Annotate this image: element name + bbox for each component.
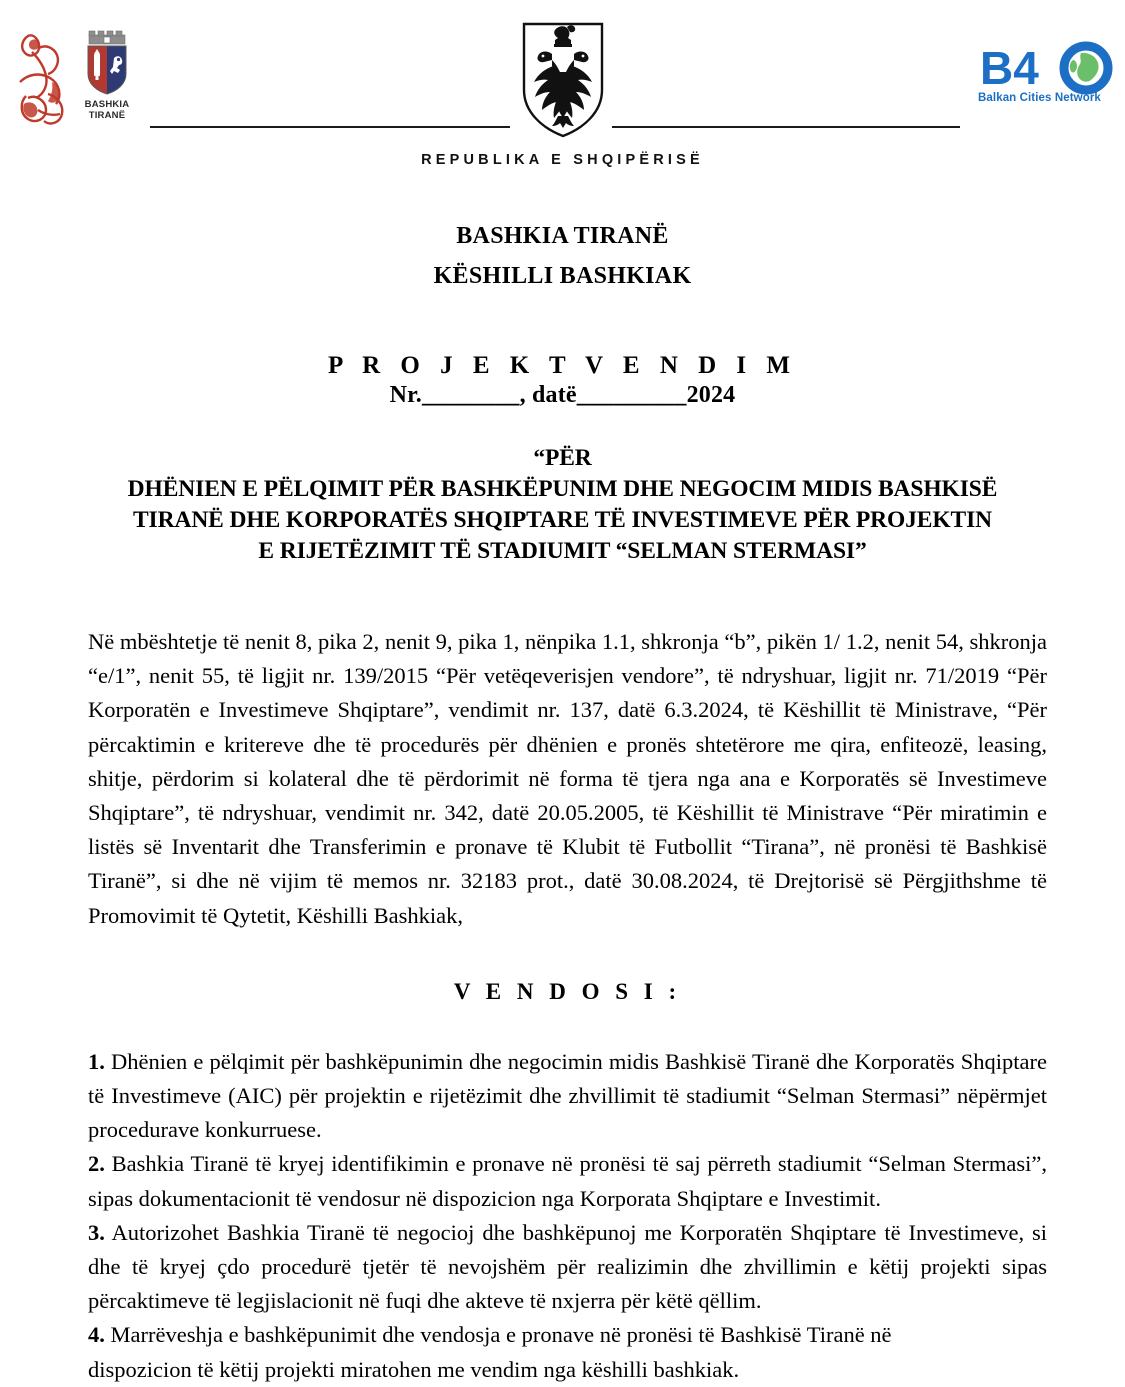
preamble-paragraph: Në mbështetje të nenit 8, pika 2, nenit 9, pika 1, nënpika 1.1, shkronja “b”, pikën 1/ 1.2, nenit 54, shkronja “e/1”, nenit 55, të ligjit nr. 139/2015 “Për vetëqeverisjen vendore”, të ndryshuar, ligjit nr. 71/2019 “Për Korporatën e Investimeve Shqiptare”, vendimit nr. 137, datë 6.3.2024, të Këshillit të Ministrave, “Për përcaktimin e kritereve dhe të procedurës për dhënien e pronës shtetërore me qira, enfiteozë, leasing, shitje, përdorim si kolateral dhe të përdorimit në forma të tjera nga ana e Korporatës së Investimeve Shqiptare”, të ndryshuar, vendimit nr. 342, datë 20.05.2005, të Këshillit të Ministrave “Për miratimin e listës së Inventarit dhe Transferimin e pronave të Klubit të Futbollit “Tirana”, në pronësi të Bashkisë Tiranë”, si dhe në vijim të memos nr. 32183 prot., datë 30.08.2024, të Drejtorisë së Përgjithshme të Promovimit të Qytetit, Këshilli Bashkiak, [88,629,1047,928]
decision-text: Autorizohet Bashkia Tiranë të negocioj dhe bashkëpunoj me Korporatën Shqiptare të Investimeve, si dhe të kryej çdo procedurë tjetër të nevojshëm për realizimin dhe zhvillimin e këtij projekti sipas përcaktimeve të legjislacionit në fuqi dhe akteve të nxjerra për këtë qëllim. [88,1219,1047,1314]
b40-logo [978,40,1118,122]
decision-text: Marrëveshja e bashkëpunimit dhe vendosja e pronave në pronësi të Bashkisë Tiranë në [104,1322,892,1348]
crest-caption [76,99,138,121]
decisions-list [88,1045,1047,1387]
decision-item [88,1147,1047,1215]
decision-text: Bashkia Tiranë të kryej identifikimin e pronave në pronësi të saj përreth stadiumit “Selman Stermasi”, sipas dokumentacionit të vendosur në dispozicion nga Korporata Shqiptare e Investimit. [88,1151,1047,1211]
decision-number: 2. [88,1151,105,1177]
document-body [0,625,1125,1387]
clipped-last-line: dispozicion të këtij projekti miratohen me vendim nga këshilli bashkiak. [88,1356,740,1382]
decision-number: 3. [88,1219,105,1245]
subject-line-2: TIRANË DHE KORPORATËS SHQIPTARE TË INVESTIMEVE PËR PROJEKTIN [132,507,993,533]
vendosi-heading: V E N D O S I : [453,978,682,1004]
decision-text: Dhënien e pëlqimit për bashkëpunimin dhe negocimin midis Bashkisë Tiranë dhe Korporatës Shqiptare të Investimeve (AIC) për projektin e rijetëzimit dhe zhvillimit të stadiumit “Selman Stermasi” nëpërmjet procedurave konkurruese. [88,1048,1047,1143]
decision-number: 4. [88,1322,105,1348]
document-header [0,0,1125,190]
decision-item [88,1045,1047,1148]
subject-line-3: E RIJETËZIMIT TË STADIUMIT “SELMAN STERMASI” [258,538,867,564]
decision-item [88,1318,1047,1352]
document-subject [0,443,1125,567]
svg-text:B4: B4 [980,42,1039,94]
organization-block [0,216,1125,296]
subject-quote-open: “PËR [533,445,592,471]
organization-line-1: BASHKIA TIRANË [456,223,669,249]
subject-line-1: DHËNIEN E PËLQIMIT PËR BASHKËPUNIM DHE NEGOCIM MIDIS BASHKISË [127,476,998,502]
document-number-line: Nr.________, datë_________2024 [389,382,736,408]
header-rule-left [150,126,510,128]
crest-caption-line2: TIRANË [88,110,126,121]
decision-number: 1. [88,1048,105,1074]
header-rule-right [612,126,960,128]
organization-line-2: KËSHILLI BASHKIAK [433,263,692,289]
decision-item [88,1216,1047,1319]
albanian-coat-of-arms-icon [508,14,618,142]
crest-caption-line1: BASHKIA [84,99,130,110]
bashkia-tirane-crest-icon [76,30,138,145]
document-kind-heading: P R O J E K T V E N D I M [327,352,798,379]
80-anniversary-emblem-icon [8,22,76,134]
republic-line: REPUBLIKA E SHQIPËRISË [421,152,704,168]
b40-subtitle: Balkan Cities Network [978,92,1101,104]
